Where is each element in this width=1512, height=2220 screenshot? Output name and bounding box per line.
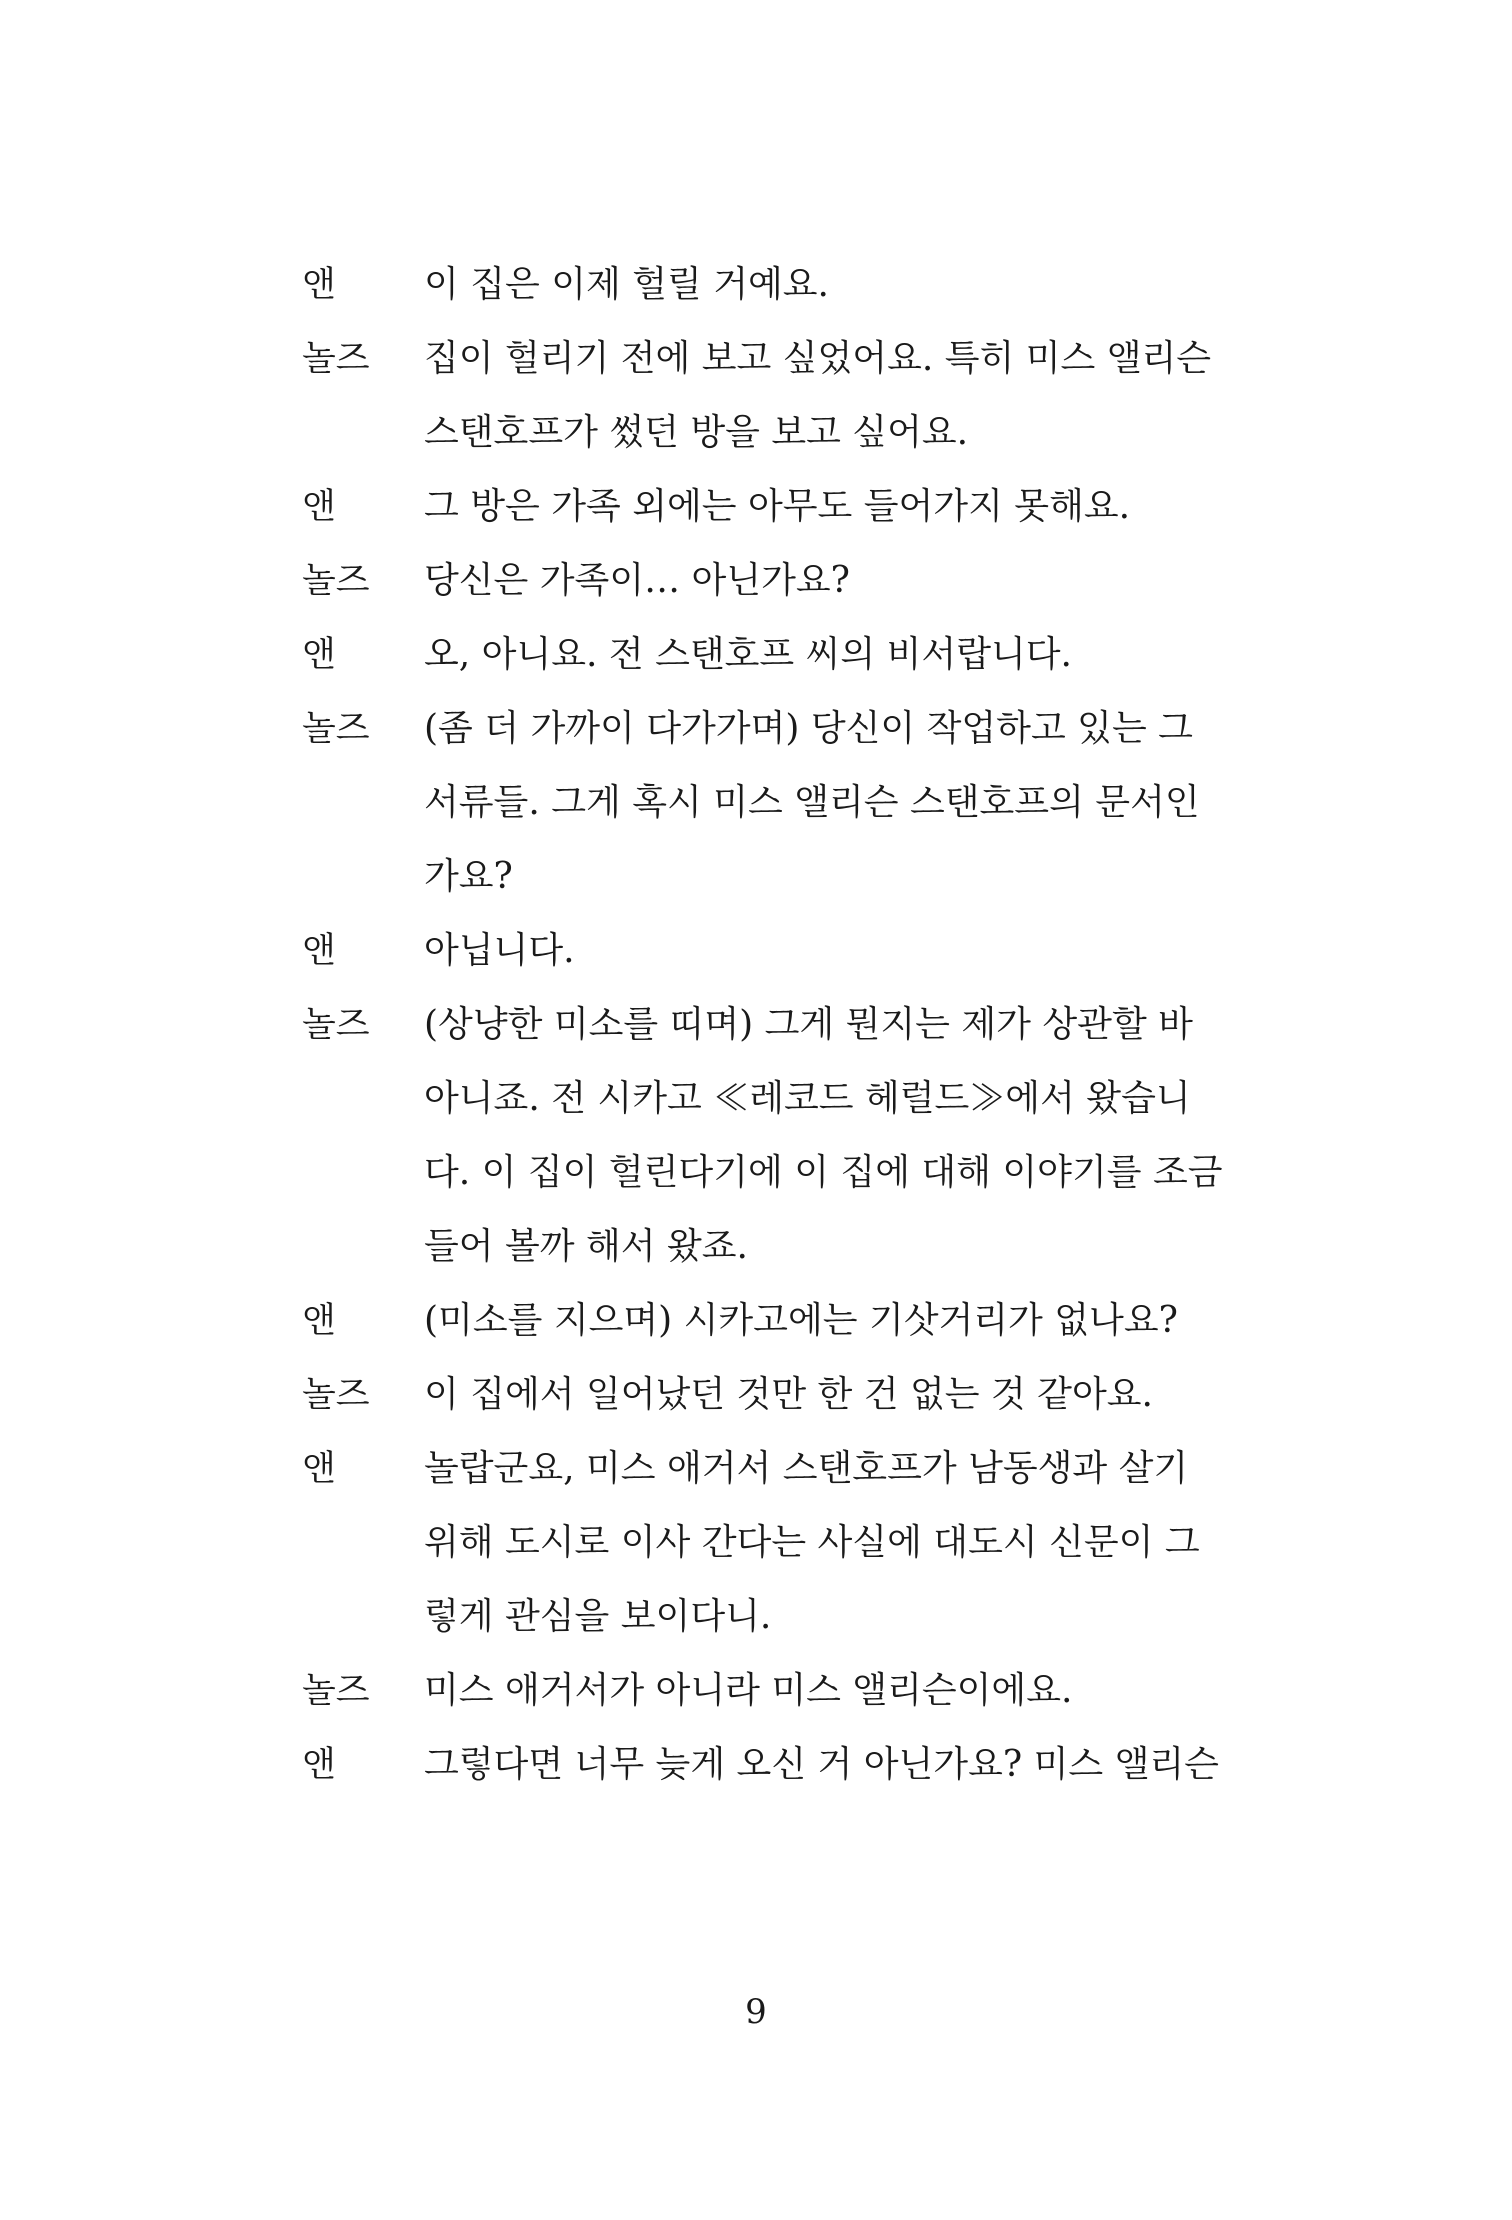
dialogue-line: 이 집에서 일어났던 것만 한 건 없는 것 같아요. [424, 1374, 1153, 1415]
dialogue-entry [302, 248, 1242, 322]
dialogue-line: 위해 도시로 이사 간다는 사실에 대도시 신문이 그 [424, 1522, 1200, 1563]
play-script [302, 248, 1242, 1802]
dialogue-entry [302, 914, 1242, 988]
dialogue-entry [302, 1432, 1242, 1654]
dialogue-line: 렇게 관심을 보이다니. [424, 1596, 772, 1637]
dialogue-entry [302, 692, 1242, 914]
speaker-name: 앤 [302, 265, 336, 305]
dialogue-line: 집이 헐리기 전에 보고 싶었어요. 특히 미스 앨리슨 [424, 338, 1212, 379]
dialogue-line: 가요? [424, 856, 513, 897]
dialogue-entry [302, 1284, 1242, 1358]
dialogue-line: 스탠호프가 썼던 방을 보고 싶어요. [424, 412, 969, 453]
dialogue-line: 놀랍군요, 미스 애거서 스탠호프가 남동생과 살기 [424, 1448, 1189, 1489]
dialogue-line: (상냥한 미소를 띠며) 그게 뭔지는 제가 상관할 바 [424, 1004, 1193, 1045]
dialogue-line: (좀 더 가까이 다가가며) 당신이 작업하고 있는 그 [424, 708, 1193, 749]
dialogue-line: 그렇다면 너무 늦게 오신 거 아닌가요? 미스 앨리슨 [424, 1744, 1219, 1785]
speaker-name: 놀즈 [302, 1375, 370, 1415]
dialogue-line: 그 방은 가족 외에는 아무도 들어가지 못해요. [424, 486, 1131, 527]
dialogue-entry [302, 470, 1242, 544]
speaker-name: 놀즈 [302, 1671, 370, 1711]
dialogue-line: 들어 볼까 해서 왔죠. [424, 1226, 748, 1267]
dialogue-line: 당신은 가족이… 아닌가요? [424, 560, 850, 601]
dialogue-entry [302, 1654, 1242, 1728]
dialogue-entry [302, 544, 1242, 618]
dialogue-line: 아닙니다. [424, 930, 575, 971]
dialogue-entry [302, 322, 1242, 470]
speaker-name: 놀즈 [302, 561, 370, 601]
dialogue-entry [302, 1728, 1242, 1802]
page-number: 9 [745, 1992, 767, 2032]
speaker-name: 앤 [302, 931, 336, 971]
dialogue-line: (미소를 지으며) 시카고에는 기삿거리가 없나요? [424, 1300, 1178, 1341]
dialogue-entry [302, 988, 1242, 1284]
speaker-name: 놀즈 [302, 1005, 370, 1045]
dialogue-line: 아니죠. 전 시카고 ≪레코드 헤럴드≫에서 왔습니 [424, 1078, 1191, 1119]
dialogue-entry [302, 1358, 1242, 1432]
speaker-name: 앤 [302, 1301, 336, 1341]
speaker-name: 놀즈 [302, 339, 370, 379]
speaker-name: 놀즈 [302, 709, 370, 749]
dialogue-line: 서류들. 그게 혹시 미스 앨리슨 스탠호프의 문서인 [424, 782, 1200, 823]
speaker-name: 앤 [302, 635, 336, 675]
speaker-name: 앤 [302, 1745, 336, 1785]
dialogue-line: 이 집은 이제 헐릴 거예요. [424, 264, 829, 305]
speaker-name: 앤 [302, 1449, 336, 1489]
dialogue-line: 미스 애거서가 아니라 미스 앨리슨이에요. [424, 1670, 1073, 1711]
dialogue-line: 다. 이 집이 헐린다기에 이 집에 대해 이야기를 조금 [424, 1152, 1223, 1193]
speaker-name: 앤 [302, 487, 336, 527]
dialogue-entry [302, 618, 1242, 692]
dialogue-line: 오, 아니요. 전 스탠호프 씨의 비서랍니다. [424, 634, 1072, 675]
